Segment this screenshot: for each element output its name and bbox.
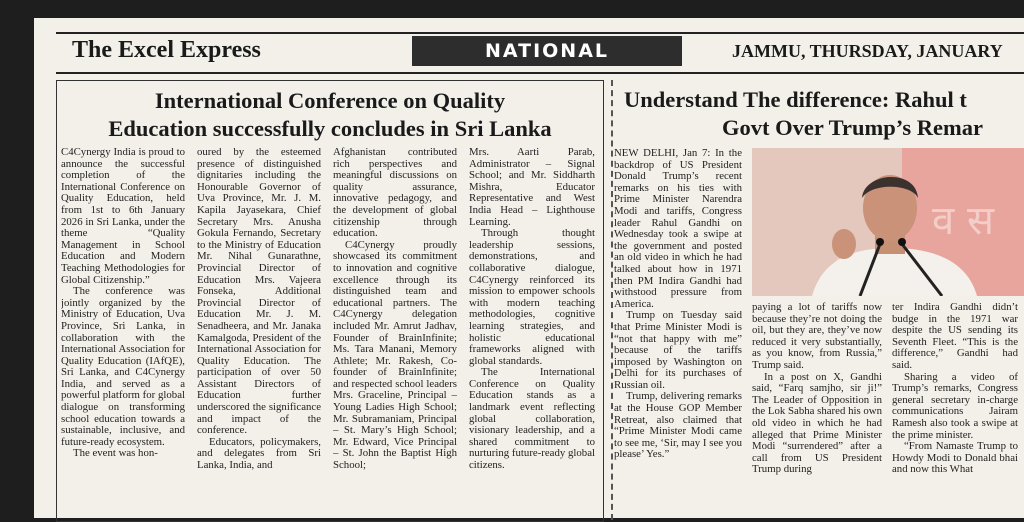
article-column bbox=[333, 147, 457, 519]
paragraph: The International Conference on Quality Education stands as a landmark event reflecting global collaboration, visionary leadership, and a shared commitment to nurturing future-ready global citizens. bbox=[469, 366, 595, 472]
paragraph: C4Cynergy India is proud to announce the successful completion of the International Conference on Quality Education, held from 1st to 6th January 2026 in Sri Lanka, under the theme “Quality Management in School Education and Modern Teaching Methodologies for Global Citizenship.” bbox=[61, 147, 185, 286]
paragraph: oured by the esteemed presence of distinguished dignitaries including the Honourable Governor of Uva Province, Mr. J. M. Kapila Jayasekara, Chief Secretary Mrs. Anusha Gokula Fernando, Secretary to the Ministry of Education Mr. Nihal Gunarathne, Provincial Director of Education Mrs. Vajeera Fonseka, Additional Provincial Director of Education Mr. J. M. Senadheera, and Mr. Janaka Kamalgoda, President of the International Association for Quality Education. The participation of over 50 Assistant Directors of Education further underscored the significance and impact of the conference. bbox=[197, 147, 321, 437]
article-sri-lanka-conference bbox=[56, 80, 604, 522]
paragraph: Trump on Tuesday said that Prime Minister Modi is “not that happy with me” because of the tariffs imposed by Washington on Delhi for its purchases of Russian oil. bbox=[614, 309, 742, 391]
paragraph: Trump, delivering remarks at the House GOP Member Retreat, also claimed that “Prime Minister Modi came to see me, ‘Sir, may I see you please’ Yes.” bbox=[614, 390, 742, 461]
column-divider bbox=[611, 80, 613, 520]
article-column bbox=[469, 147, 595, 519]
dateline: JAMMU, THURSDAY, JANUARY bbox=[732, 41, 1003, 61]
article-headline-rahul: Understand The difference: Rahul t Govt Over Trump’s Remar bbox=[624, 87, 984, 140]
paragraph: NEW DELHI, Jan 7: In the backdrop of US President Donald Trump’s recent remarks on his ties with Prime Minister Narendra Modi and tariffs, Congress leader Rahul Gandhi on Wednesday took a swipe at the government and posted an old video in which he had talked about how in 1971 then PM Indira Gandhi had withstood pressure from America. bbox=[614, 148, 742, 310]
masthead bbox=[56, 32, 1024, 74]
paragraph: Educators, policymakers, and delegates from Sri Lanka, India, and bbox=[197, 435, 321, 472]
paragraph: Sharing a video of Trump’s remarks, Congress general secretary in-charge communications Jairam Ramesh also took a swipe at the prime minister. bbox=[892, 370, 1018, 441]
paragraph: “From Namaste Trump to Howdy Modi to Donald bhai and now this What bbox=[892, 440, 1018, 476]
article-headline: International Conference on Quality Education successfully concludes in Sri Lanka bbox=[108, 88, 552, 141]
person-speaking-image bbox=[752, 148, 1024, 296]
section-banner: NATIONAL bbox=[412, 36, 682, 66]
paragraph: ter Indira Gandhi didn’t budge in the 1971 war despite the US sending its Seventh Fleet. “This is the difference,” Gandhi had said. bbox=[892, 302, 1018, 371]
paragraph: The conference was jointly organized by the Ministry of Education, Uva Province, Sri Lanka, in collaboration with the International Association for Quality Education (IAfQE), Sri Lanka, and C4Cynergy India, and served as a powerful platform for global dialogue on transforming school education towards a sustainable, inclusive, and future-ready ecosystem. bbox=[61, 285, 185, 448]
article-column bbox=[752, 302, 882, 512]
paragraph: Through thought leadership sessions, demonstrations, and collaborative dialogue, C4Cynergy reinforced its mission to empower schools with modern teaching methodologies, cognitive learning strategies, and holistic educational frameworks aligned with global standards. bbox=[469, 227, 595, 367]
paragraph: The event was hon- bbox=[73, 447, 158, 460]
paragraph: In a post on X, Gandhi said, “Farq samjho, sir ji!” The Leader of Opposition in the Lok Sabha shared his own old video in which he had alleged that Prime Minister Modi “surrendered” after a call from US President Trump during bbox=[752, 370, 882, 476]
publication-name: The Excel Express bbox=[72, 37, 261, 63]
rahul-gandhi-photo bbox=[752, 148, 1024, 296]
paragraph: Mrs. Aarti Parab, Administrator – Signal School; and Mr. Siddharth Mishra, Educator Representative and West India Head – Lighthouse Learning. bbox=[469, 147, 595, 228]
svg-text:व स: व स bbox=[932, 198, 994, 244]
paragraph: C4Cynergy proudly showcased its commitment to innovation and cognitive excellence through its distinguished team and educational partners. The C4Cynergy delegation included Mr. Amrut Jadhav, Founder of BrainInfinite; Ms. Tara Manani, Memory Athlete; Mr. Rakesh, Co-founder of BrainInfinite; and respected school leaders Mrs. Graceline, Principal – Young Ladies High School; Mr. Subramaniam, Principal – St. Mary’s High School; Mr. Edward, Vice Principal – St. John the Baptist High School; bbox=[333, 238, 457, 472]
article-column bbox=[61, 147, 185, 519]
article-column bbox=[197, 147, 321, 519]
article-column bbox=[892, 302, 1018, 512]
paragraph: Afghanistan contributed rich perspectives and meaningful discussions on quality assurance, innovative pedagogy, and the development of global citizenship through education. bbox=[333, 147, 457, 240]
article-column bbox=[614, 148, 742, 512]
paragraph: paying a lot of tariffs now because they’re not doing the oil, but they are, they’ve now reduced it very substantially, as you know, from Russia,” Trump said. bbox=[752, 302, 882, 371]
